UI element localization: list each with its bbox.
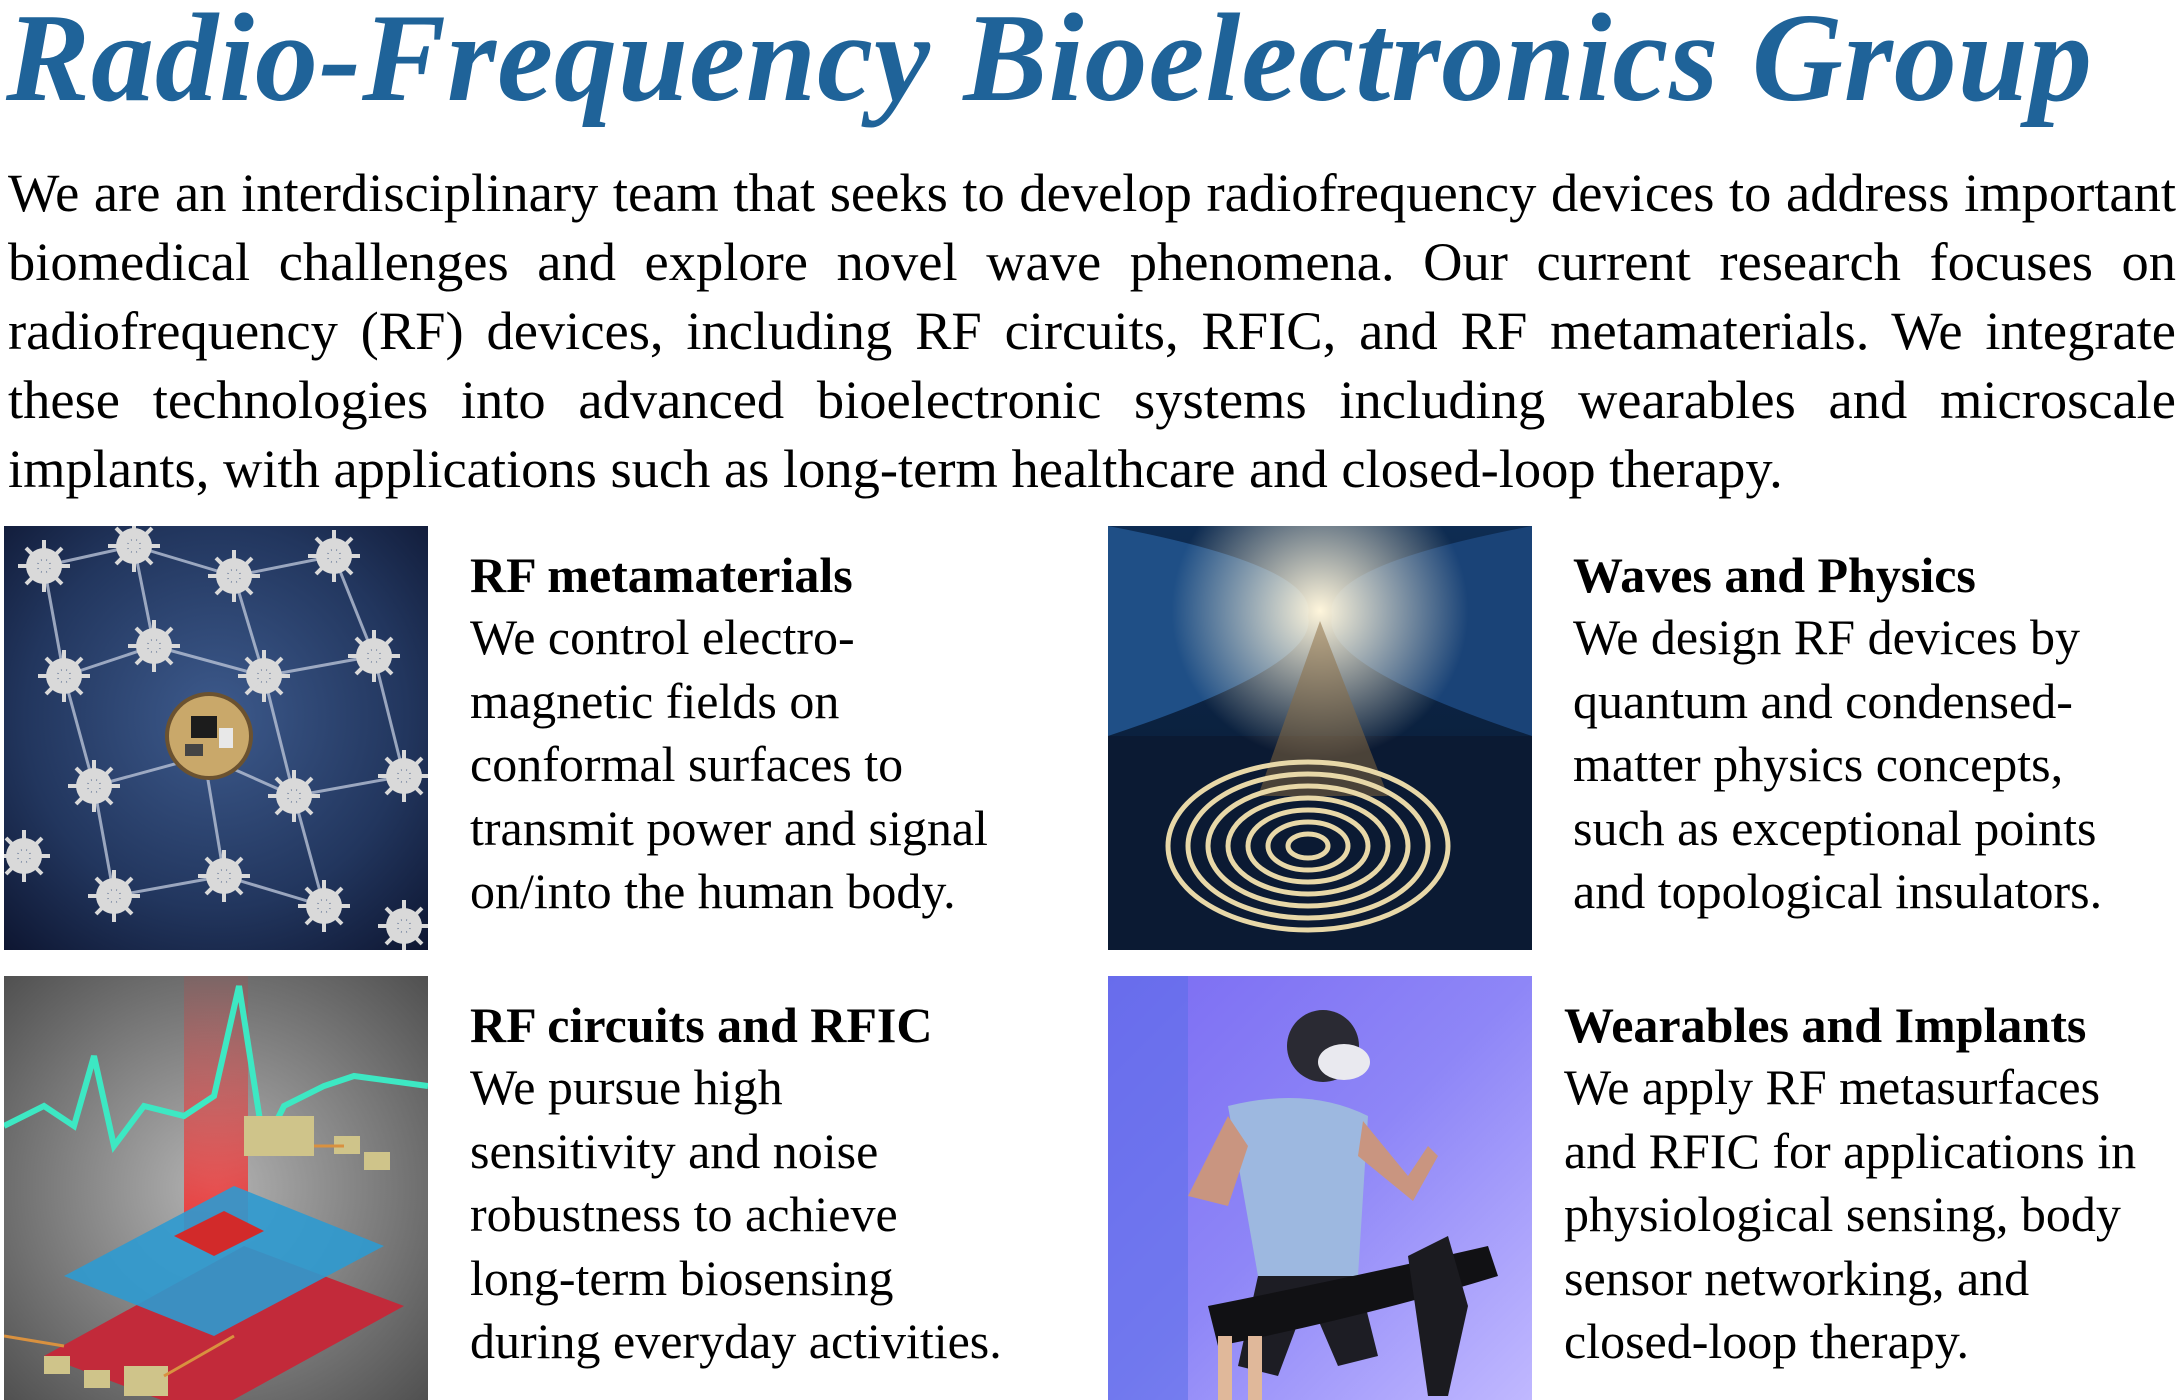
card-description: We pursue high sensitivity and noise robustness to achieve long-term biosensing during everyday activities. (470, 1059, 1002, 1369)
treadmill-runner-image (1108, 976, 1532, 1400)
card-heading: Waves and Physics (1573, 547, 1976, 603)
research-card-rf-metamaterials (4, 526, 1084, 950)
card-heading: RF metamaterials (470, 547, 853, 603)
card-description: We control electro- magnetic fields on conformal surfaces to transmit power and signal on/into the human body. (470, 609, 988, 919)
metamaterial-textile-image (4, 526, 428, 950)
research-card-rf-circuits (4, 976, 1084, 1400)
card-description: We design RF devices by quantum and condensed- matter physics concepts, such as exceptional points and topological insulators. (1573, 609, 2103, 919)
research-card-waves-physics (1108, 526, 2184, 950)
card-heading: Wearables and Implants (1564, 997, 2087, 1053)
intro-paragraph: We are an interdisciplinary team that seeks to develop radiofrequency devices to address important biomedical challenges and explore novel wave phenomena. Our current research focuses on radiofrequency (RF) devices, including RF circuits, RFIC, and RF metamaterials. We integrate these technologies into advanced bioelectronic systems including wearables and microscale implants, with applications such as long-term healthcare and closed-loop therapy. (8, 162, 2176, 499)
card-description: We apply RF metasurfaces and RFIC for applications in physiological sensing, body sensor networking, and closed-loop therapy. (1564, 1059, 2137, 1369)
page-title: Radio-Frequency Bioelectronics Group (6, 0, 2093, 128)
card-heading: RF circuits and RFIC (470, 997, 933, 1053)
research-card-wearables-implants (1108, 976, 2184, 1400)
fingerprint-wave-image (1108, 526, 1532, 950)
circuit-heartbeat-image (4, 976, 428, 1400)
